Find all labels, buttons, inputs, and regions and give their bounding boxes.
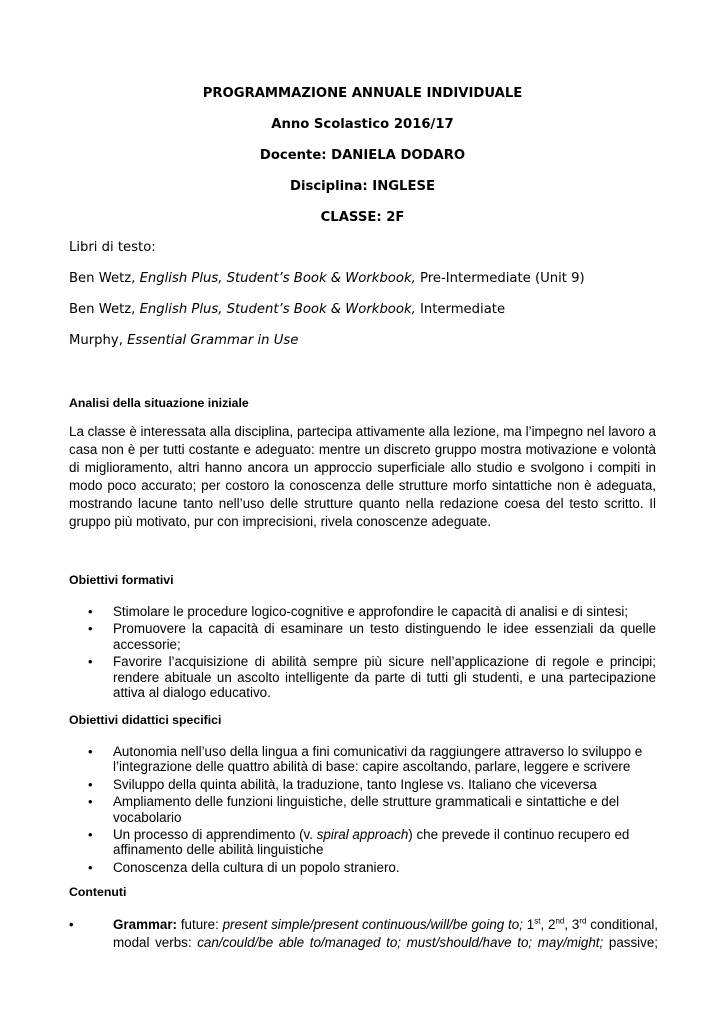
- list-item-text: Autonomia nell’uso della lingua a fini comunicativi da raggiungere attraverso lo sviluppo e l’integrazione delle quattro abilità di base: capire ascoltando, parlare, leggere e scrivere: [113, 744, 643, 775]
- textbook-item: [69, 333, 298, 348]
- bullet-icon: •: [88, 744, 93, 759]
- bullet-icon: •: [88, 794, 93, 810]
- grammar-fragment: conditional,: [586, 917, 659, 932]
- list-item-text: Favorire l’acquisizione di abilità sempre più sicure nell’applicazione di regole e principi; rendere abituale un ascolto intelligente da parte di tutti gli studenti, e una partecipazione attiva al dialogo educativo.: [113, 654, 656, 701]
- ordinal-suffix: rd: [579, 916, 587, 926]
- document-title: PROGRAMMAZIONE ANNUALE INDIVIDUALE: [202, 86, 523, 101]
- list-item-text: Conoscenza della cultura di un popolo straniero.: [113, 859, 400, 875]
- bullet-icon: •: [88, 621, 93, 637]
- list-item: [0, 621, 656, 652]
- grammar-fragment: passive;: [603, 935, 658, 950]
- class-name: CLASSE: 2F: [320, 210, 405, 225]
- bullet-icon: •: [88, 654, 93, 670]
- list-item-text: Ampliamento delle funzioni linguistiche, delle strutture grammaticali e sintattiche e del vocabolario: [113, 794, 620, 825]
- analysis-line: modo poco accurato; per costoro la conoscenza delle strutture morfo sintattiche non è adeguata,: [69, 478, 656, 494]
- textbook-item: [69, 302, 505, 317]
- textbook-author: Murphy,: [69, 333, 128, 348]
- teacher-name: Docente: DANIELA DODARO: [259, 148, 466, 163]
- list-item-text: Stimolare le procedure logico-cognitive e approfondire le capacità di analisi e di sintesi;: [113, 604, 629, 619]
- analysis-line: La classe è interessata alla disciplina, partecipa attivamente alla lezione, ma l’impegno nel lavoro a: [69, 424, 656, 439]
- grammar-text: [113, 916, 658, 952]
- list-item-text: Promuovere la capacità di esaminare un testo distinguendo le idee essenziali da quelle accessorie;: [113, 621, 656, 652]
- grammar-emphasis: present simple/present continuous/will/be going to;: [222, 917, 523, 932]
- bullet-icon: •: [69, 917, 74, 932]
- analysis-line: casa non è per tutti costante e adeguato: mentre un discreto gruppo mostra motivazione e volontà: [69, 442, 656, 458]
- subject-name: Disciplina: INGLESE: [290, 179, 435, 194]
- list-item-text: ) che prevede il continuo recupero ed affinamento delle abilità linguistiche: [113, 827, 630, 858]
- grammar-label: Grammar:: [113, 917, 178, 932]
- grammar-fragment: , 2: [540, 917, 556, 932]
- bullet-icon: •: [88, 776, 93, 792]
- bullet-icon: •: [88, 604, 93, 619]
- textbook-author: Ben Wetz,: [69, 271, 140, 286]
- list-item-text: Sviluppo della quinta abilità, la traduzione, tanto Inglese vs. Italiano che viceversa: [113, 776, 597, 792]
- school-year: Anno Scolastico 2016/17: [271, 117, 454, 132]
- formative-heading: Obiettivi formativi: [69, 573, 174, 587]
- list-item: [0, 744, 656, 775]
- list-item: [0, 827, 656, 858]
- textbooks-label: Libri di testo:: [69, 240, 156, 255]
- ordinal-suffix: st: [534, 916, 541, 926]
- grammar-fragment: future:: [177, 917, 223, 932]
- textbook-title: English Plus, Student’s Book & Workbook,: [139, 302, 416, 317]
- analysis-paragraph: [69, 423, 656, 532]
- analysis-line: mostrando lacune tanto nell’uso delle strutture quanto nella redazione coesa del testo scritto. Il: [69, 496, 656, 512]
- textbook-item: [69, 271, 585, 286]
- textbook-author: Ben Wetz,: [69, 302, 140, 317]
- list-item: [0, 654, 656, 700]
- bullet-icon: •: [88, 859, 93, 875]
- ordinal-suffix: nd: [555, 916, 565, 926]
- analysis-line: di miglioramento, altri hanno ancora un approccio superficiale allo studio e svolgono i compiti in: [69, 460, 656, 476]
- formative-list: [0, 604, 725, 700]
- didactic-heading: Obiettivi didattici specifici: [69, 713, 222, 727]
- grammar-fragment: modal verbs:: [113, 935, 198, 950]
- grammar-fragment: 1: [522, 917, 535, 932]
- contents-heading: Contenuti: [69, 885, 127, 899]
- analysis-line: gruppo più motivato, pur con imprecisioni, rivela conoscenze adeguate.: [69, 514, 492, 530]
- list-item-text: Un processo di apprendimento (v.: [113, 827, 317, 843]
- analysis-heading: Analisi della situazione iniziale: [69, 396, 249, 410]
- list-item: [0, 794, 656, 825]
- list-item: [0, 860, 656, 875]
- textbook-title: Essential Grammar in Use: [127, 333, 299, 348]
- textbook-detail: Intermediate: [415, 302, 506, 317]
- textbook-detail: Pre-Intermediate (Unit 9): [415, 271, 585, 286]
- list-item-emphasis: spiral approach: [316, 827, 409, 843]
- list-item: [0, 777, 656, 792]
- list-item: [0, 604, 656, 619]
- grammar-emphasis: can/could/be able to/managed to; must/should/have to; may/might;: [197, 935, 604, 950]
- textbook-title: English Plus, Student’s Book & Workbook,: [139, 271, 416, 286]
- grammar-fragment: , 3: [564, 917, 580, 932]
- didactic-list: [0, 744, 725, 875]
- bullet-icon: •: [88, 827, 93, 843]
